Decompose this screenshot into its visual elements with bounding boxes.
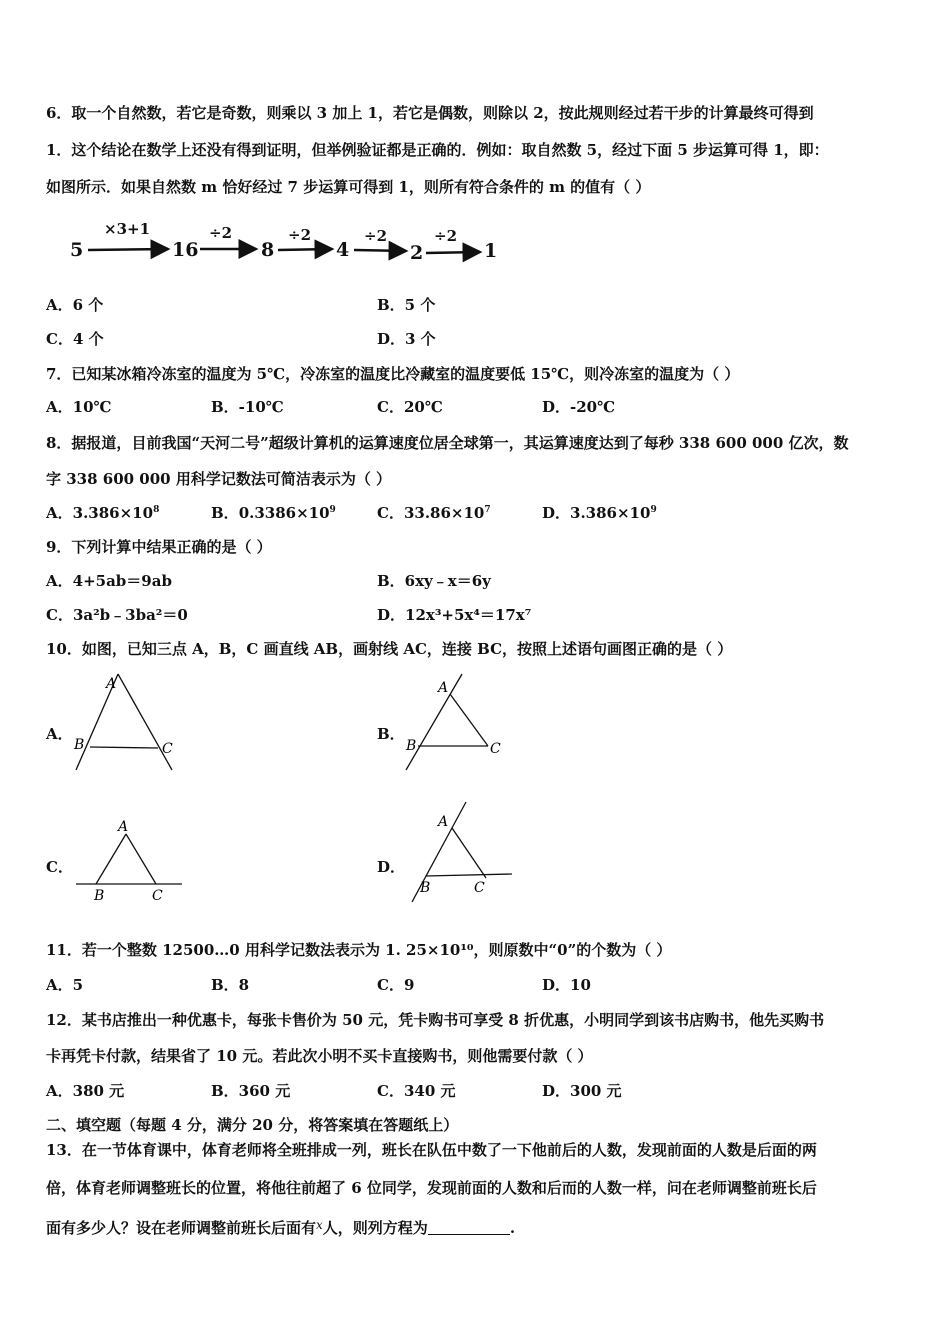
q13-stem-line3 [46, 1215, 515, 1238]
q13-variable: x [316, 1218, 323, 1232]
fig-a-label-b: B [74, 737, 85, 753]
fig-b-label-a: A [438, 680, 449, 696]
q12-option-b[interactable]: B．360 元 [211, 1082, 291, 1100]
q13-line3-text: 面有多少人？设在老师调整前班长后面有 [46, 1219, 317, 1237]
q8-option-b-base: 0.3386×10 [238, 504, 330, 522]
q10-figure-b [398, 672, 518, 776]
q8-option-a-label: A． [46, 504, 73, 522]
q8-option-c-exp: 7 [484, 505, 491, 515]
flow-num-1: 16 [172, 239, 199, 261]
q13-line3-text-2: 人，则列方程为 [322, 1219, 428, 1237]
q8-option-d-exp: 9 [650, 505, 657, 515]
section-2-title: 二、填空题（每题 4 分，满分 20 分，将答案填在答题纸上） [46, 1116, 459, 1134]
fig-a-label-c: C [162, 741, 173, 757]
q9-option-b[interactable]: B．6xy﹣x＝6y [377, 572, 491, 590]
q10-figure-c [72, 816, 184, 904]
q11-option-c[interactable]: C．9 [377, 976, 415, 994]
q8-option-a-base: 3.386×10 [72, 504, 154, 522]
q10-option-d[interactable]: D． [377, 858, 406, 876]
flow-op-0: ×3+1 [104, 220, 151, 238]
q8-option-b-label: B． [211, 504, 239, 522]
q11-option-b[interactable]: B．8 [211, 976, 250, 994]
q11-option-d[interactable]: D．10 [542, 976, 591, 994]
flow-op-3: ÷2 [364, 227, 388, 245]
q12-option-a[interactable]: A．380 元 [46, 1082, 125, 1100]
q8-option-d-label: D． [542, 504, 571, 522]
q13-stem-line2: 倍，体育老师调整班长的位置，将他往前超了 6 位同学，发现前面的人数和后而的人数一样，问在老师调整前班长后 [46, 1179, 817, 1197]
q13-stem-line1: 13．在一节体育课中，体育老师将全班排成一列，班长在队伍中数了一下他前后的人数，发现前面的人数是后面的两 [46, 1141, 817, 1159]
flow-op-4: ÷2 [434, 227, 458, 245]
q8-option-c[interactable] [377, 503, 491, 523]
q8-stem-line2: 字 338 600 000 用科学记数法可简洁表示为（ ） [46, 470, 392, 488]
flow-arrow-0 [88, 249, 168, 250]
q8-option-d[interactable] [542, 503, 657, 523]
q6-option-c[interactable]: C．4 个 [46, 330, 104, 348]
flow-num-4: 2 [410, 242, 424, 264]
q12-option-c[interactable]: C．340 元 [377, 1082, 456, 1100]
q7-option-a[interactable]: A．10℃ [46, 398, 112, 416]
q7-stem: 7．已知某冰箱冷冻室的温度为 5℃，冷冻室的温度比冷藏室的温度要低 15℃，则冷冻室的温度为（ ） [46, 365, 740, 383]
q8-option-c-base: 33.86×10 [403, 504, 485, 522]
q10-option-c[interactable]: C． [46, 858, 73, 876]
q6-stem-line3: 如图所示．如果自然数 m 恰好经过 7 步运算可得到 1，则所有符合条件的 m 的值有（ ） [46, 178, 651, 196]
fig-c-label-a: A [118, 819, 129, 835]
q6-option-d[interactable]: D．3 个 [377, 330, 436, 348]
q11-option-a[interactable]: A．5 [46, 976, 84, 994]
fig-d-label-a: A [438, 814, 449, 830]
flow-op-2: ÷2 [288, 226, 312, 244]
flow-arrow-4 [426, 252, 480, 253]
flow-num-5: 1 [484, 240, 498, 262]
q10-option-a[interactable]: A． [46, 725, 73, 743]
q10-figure-a [66, 672, 186, 776]
q6-option-a[interactable]: A．6 个 [46, 296, 104, 314]
q9-option-d[interactable]: D．12x³+5x⁴＝17x⁷ [377, 606, 532, 624]
fig-c-label-c: C [152, 888, 163, 904]
q8-option-a[interactable] [46, 503, 159, 523]
flow-num-3: 4 [336, 239, 350, 261]
q8-option-d-base: 3.386×10 [570, 504, 651, 522]
q12-option-d[interactable]: D．300 元 [542, 1082, 622, 1100]
flow-num-2: 8 [261, 239, 275, 261]
q13-answer-blank[interactable] [428, 1220, 510, 1235]
q8-option-b[interactable] [211, 503, 336, 523]
fig-d-label-c: C [474, 880, 485, 896]
flow-num-0: 5 [70, 239, 84, 261]
q6-stem-line2: 1．这个结论在数学上还没有得到证明，但举例验证都是正确的．例如：取自然数 5，经过下面 5 步运算可得 1，即： [46, 141, 829, 159]
q6-stem-line1: 6．取一个自然数，若它是奇数，则乘以 3 加上 1，若它是偶数，则除以 2，按此规则经过若干步的计算最终可得到 [46, 104, 814, 122]
q12-stem-line1: 12．某书店推出一种优惠卡，每张卡售价为 50 元，凭卡购书可享受 8 折优惠，小明同学到该书店购书，他先买购书 [46, 1011, 825, 1029]
q8-option-b-exp: 9 [329, 505, 336, 515]
q12-stem-line2: 卡再凭卡付款，结果省了 10 元。若此次小明不买卡直接购书，则他需要付款（ ） [46, 1047, 593, 1065]
fig-b-label-b: B [406, 738, 417, 754]
fig-d-label-b: B [420, 880, 431, 896]
fig-b-label-c: C [490, 741, 501, 757]
q10-stem: 10．如图，已知三点 A，B，C 画直线 AB，画射线 AC，连接 BC，按照上述语句画图正确的是（ ） [46, 640, 733, 658]
q10-option-b[interactable]: B． [377, 725, 405, 743]
q9-option-a[interactable]: A．4+5ab＝9ab [46, 572, 172, 590]
q13-end-period: . [509, 1219, 516, 1237]
q9-stem: 9．下列计算中结果正确的是（ ） [46, 538, 272, 556]
q6-flow-diagram [66, 218, 506, 266]
q11-stem: 11．若一个整数 12500…0 用科学记数法表示为 1. 25×10¹⁰，则原数中“0”的个数为（ ） [46, 941, 672, 959]
q7-option-d[interactable]: D．-20℃ [542, 398, 616, 416]
flow-arrow-3 [354, 250, 406, 251]
q7-option-b[interactable]: B．-10℃ [211, 398, 284, 416]
fig-a-label-a: A [106, 676, 117, 692]
q8-option-a-exp: 8 [153, 505, 160, 515]
q7-option-c[interactable]: C．20℃ [377, 398, 443, 416]
flow-op-1: ÷2 [209, 224, 233, 242]
fig-c-label-b: B [94, 888, 105, 904]
q8-stem-line1: 8．据报道，目前我国“天河二号”超级计算机的运算速度位居全球第一，其运算速度达到了每秒 338 600 000 亿次，数 [46, 434, 849, 452]
flow-arrow-2 [278, 249, 332, 250]
q8-option-c-label: C． [377, 504, 404, 522]
q6-option-b[interactable]: B．5 个 [377, 296, 436, 314]
q10-figure-d [404, 800, 516, 904]
q9-option-c[interactable]: C．3a²b﹣3ba²＝0 [46, 606, 188, 624]
